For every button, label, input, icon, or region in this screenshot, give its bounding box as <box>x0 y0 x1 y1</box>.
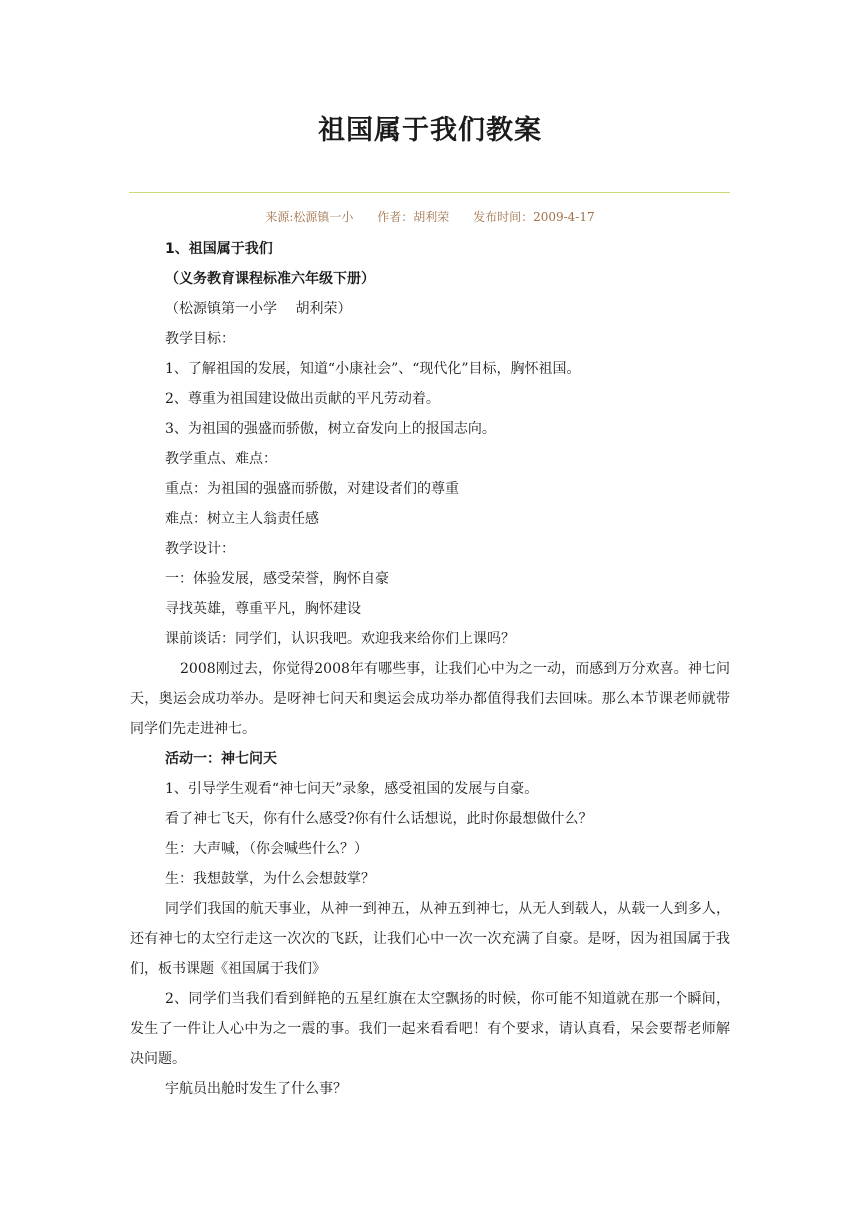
paragraph: 难点：树立主人翁责任感 <box>165 511 319 527</box>
paragraph: 生：大声喊，（你会喊些什么？） <box>165 841 368 857</box>
document-title: 祖国属于我们教案 <box>318 115 542 146</box>
article-body <box>130 234 730 1104</box>
paragraph: 寻找英雄，尊重平凡，胸怀建设 <box>165 601 361 617</box>
meta-date: 发布时间：2009-4-17 <box>473 210 595 224</box>
title-divider <box>129 192 730 193</box>
paragraph: 1、引导学生观看“神七问天”录象，感受祖国的发展与自豪。 <box>165 781 539 797</box>
activity-heading: 活动一：神七问天 <box>165 751 277 767</box>
paragraph: 2、尊重为祖国建设做出贡献的平凡劳动着。 <box>165 391 440 407</box>
paragraph: 同学们我国的航天事业，从神一到神五，从神五到神七，从无人到载人，从载一人到多人，还有神七的太空行走这一次次的飞跃，让我们心中一次一次充满了自豪。是呀，因为祖国属于我们，板书课题《祖国属于我们》 <box>130 901 730 977</box>
paragraph: （松源镇第一小学 胡利荣） <box>165 301 352 317</box>
paragraph: 3、为祖国的强盛而骄傲，树立奋发向上的报国志向。 <box>165 421 496 437</box>
paragraph: 课前谈话：同学们，认识我吧。欢迎我来给你们上课吗？ <box>165 631 515 647</box>
paragraph: 2、同学们当我们看到鲜艳的五星红旗在太空飘扬的时候，你可能不知道就在那一个瞬间，发生了一件让人心中为之一震的事。我们一起来看看吧！有个要求，请认真看，呆会要帮老师解决问题。 <box>130 991 730 1067</box>
paragraph: 看了神七飞天，你有什么感受?你有什么话想说，此时你最想做什么？ <box>165 811 593 827</box>
lesson-subheading: （义务教育课程标准六年级下册） <box>165 271 375 287</box>
paragraph: 教学目标： <box>165 331 235 347</box>
paragraph: 1、了解祖国的发展，知道“小康社会”、“现代化”目标，胸怀祖国。 <box>165 361 581 377</box>
paragraph: 重点：为祖国的强盛而骄傲，对建设者们的尊重 <box>165 481 459 497</box>
paragraph: 宇航员出舱时发生了什么事？ <box>165 1081 347 1097</box>
lesson-heading: 1、祖国属于我们 <box>165 241 273 257</box>
paragraph: 2008刚过去，你觉得2008年有哪些事，让我们心中为之一动，而感到万分欢喜。神七问天，奥运会成功举办。是呀神七问天和奥运会成功举办都值得我们去回味。那么本节课老师就带同学们先走进神七。 <box>130 661 730 737</box>
article-meta <box>0 208 860 225</box>
paragraph: 一：体验发展，感受荣誉，胸怀自豪 <box>165 571 389 587</box>
meta-source: 来源:松源镇一小 <box>265 210 354 224</box>
paragraph: 生：我想鼓掌，为什么会想鼓掌？ <box>165 871 375 887</box>
meta-author: 作者：胡利荣 <box>377 210 450 224</box>
paragraph: 教学设计： <box>165 541 235 557</box>
paragraph: 教学重点、难点： <box>165 451 277 467</box>
